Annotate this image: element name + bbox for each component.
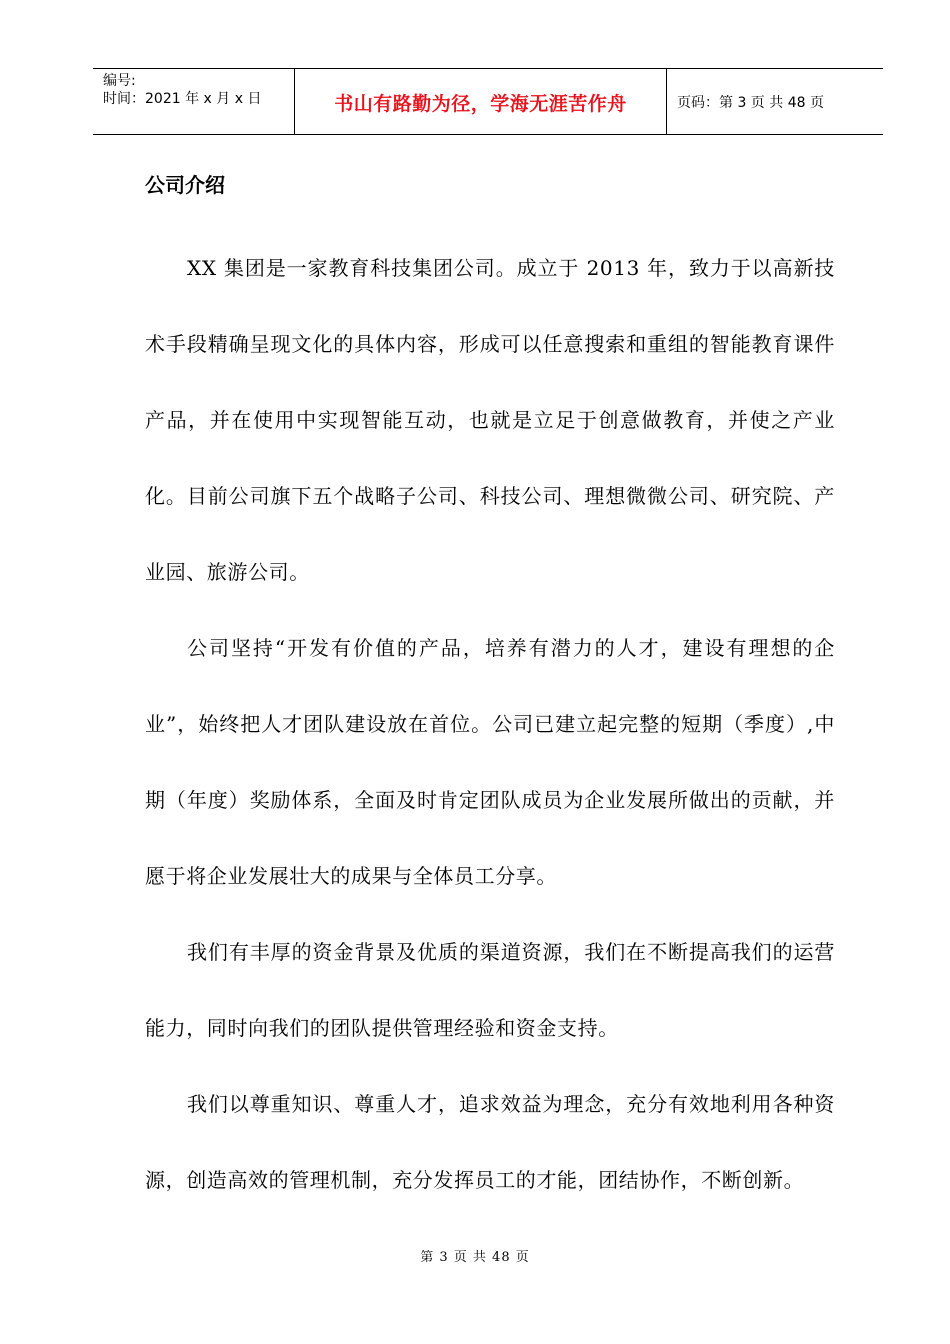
header-page-code: 页码：第 3 页 共 48 页 — [677, 95, 824, 111]
page-header — [93, 68, 883, 135]
header-motto: 书山有路勤为径，学海无涯苦作舟 — [334, 92, 627, 115]
page-footer: 第 3 页 共 48 页 — [420, 1250, 530, 1265]
paragraph: XX 集团是一家教育科技集团公司。成立于 2013 年，致力于以高新技术手段精确呈现文化的具体内容，形成可以任意搜索和重组的智能教育课件产品，并在使用中实现智能互动，也就是立足于创意做教育，并使之产业化。目前公司旗下五个战略子公司、科技公司、理想微微公司、研究院、产业园、旅游公司。 — [145, 256, 835, 584]
paragraph: 我们有丰厚的资金背景及优质的渠道资源，我们在不断提高我们的运营能力，同时向我们的团队提供管理经验和资金支持。 — [145, 940, 835, 1040]
paragraph: 公司坚持“开发有价值的产品，培养有潜力的人才，建设有理想的企业”，始终把人才团队建设放在首位。公司已建立起完整的短期（季度）,中期（年度）奖励体系，全面及时肯定团队成员为企业发展所做出的贡献，并愿于将企业发展壮大的成果与全体员工分享。 — [145, 636, 835, 888]
paragraph: 我们以尊重知识、尊重人才，追求效益为理念，充分有效地利用各种资源，创造高效的管理机制，充分发挥员工的才能，团结协作，不断创新。 — [145, 1092, 835, 1192]
header-motto-cell — [295, 69, 667, 135]
document-body — [145, 230, 835, 1218]
header-page-cell — [667, 69, 883, 135]
section-heading: 公司介绍 — [145, 173, 225, 197]
document-date: 时间：2021 年 x 月 x 日 — [103, 91, 262, 107]
header-meta — [93, 69, 295, 135]
document-number-label: 编号: — [103, 73, 136, 89]
